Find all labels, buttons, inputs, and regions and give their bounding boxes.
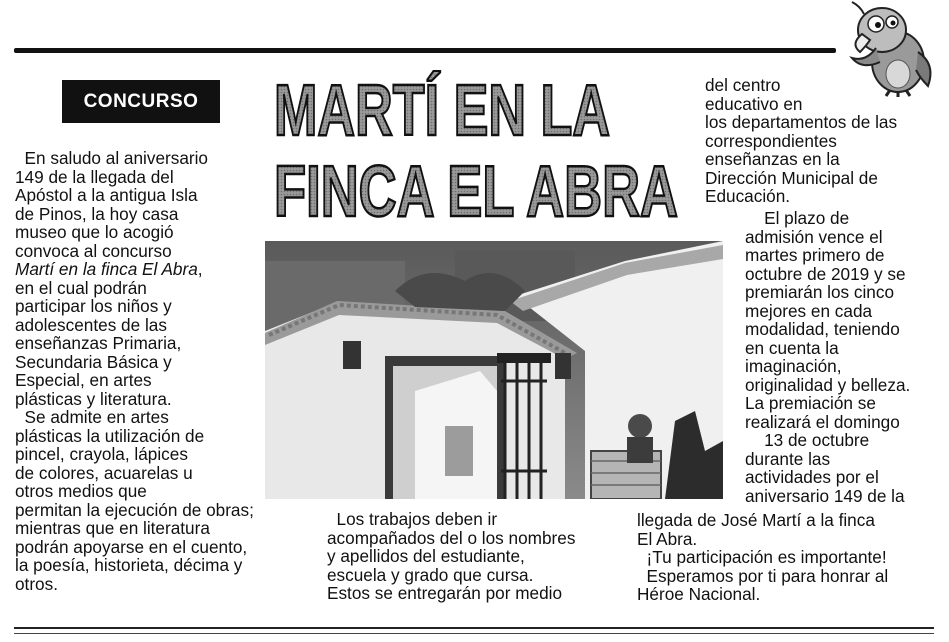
text-line: la poesía, historieta, décima y [15,555,243,575]
text-line: premiarán los cinco [745,282,895,302]
text-line: de colores, acuarelas u [15,462,193,483]
text-line: llegada de José Martí a la finca [637,510,875,530]
text-line: Especial, en artes [15,370,152,390]
text-line: educativo en [705,93,803,114]
text-line: octubre de 2019 y se [745,263,906,284]
text-line: 13 de octubre [745,430,870,450]
text-line: 149 de la llegada del [15,166,174,187]
text-line: museo que lo acogió [15,222,174,242]
text-line: durante las [745,448,831,469]
text-line: adolescentes de las [15,314,167,335]
section-label: CONCURSO [62,80,220,123]
text-line: en cuenta la [745,337,839,358]
text-line: El Abra. [637,528,698,549]
text-line: admisión vence el [745,226,883,247]
bottom-rule-thin [14,633,934,634]
top-rule [14,48,836,53]
headline-line-1: MARTÍ EN LA [274,71,610,151]
article-column-3-top [705,76,897,206]
text-line: escuela y grado que cursa. [327,564,534,585]
text-line: Estos se entregarán por medio [327,583,563,603]
text-line: actividades por el [745,467,879,487]
text-line: plásticas la utilización de [15,425,205,446]
text-line: Martí en la finca El Abra, [15,259,203,279]
text-line: mientras que en literatura [15,518,210,538]
text-line: los departamentos de las [705,112,898,132]
text-line: de Pinos, la hoy casa [15,203,179,224]
text-line: El plazo de [745,208,850,228]
text-line: originalidad y belleza. [745,374,911,395]
article-column-3-middle [745,209,910,505]
text-line: y apellidos del estudiante, [327,546,525,566]
text-line: del centro [705,75,781,95]
text-line: permitan la ejecución de obras; [15,499,254,520]
text-line: podrán apoyarse en el cuento, [15,536,248,557]
text-line: enseñanzas en la [705,149,840,169]
headline [268,70,688,230]
text-line: otros medios que [15,481,147,501]
article-column-2 [327,510,575,603]
text-line: Educación. [705,186,791,206]
text-line: Héroe Nacional. [637,584,761,604]
text-line: Apóstol a la antigua Isla [15,185,198,205]
text-line: realizará el domingo [745,411,900,432]
text-line: Esperamos por ti para honrar al [637,565,889,586]
text-line: modalidad, teniendo [745,319,900,339]
text-line: mejores en cada [745,300,873,321]
house-museum-photo [265,241,723,499]
text-line: ¡Tu participación es importante! [637,547,887,567]
text-line: aniversario 149 de la [745,485,905,506]
text-line: Se admite en artes [15,407,169,427]
text-line: enseñanzas Primaria, [15,333,182,353]
text-line: en el cual podrán [15,277,147,298]
text-line: pincel, crayola, lápices [15,444,188,464]
text-line: otros. [15,573,58,594]
text-line: participar los niños y [15,296,172,316]
article-column-1 [15,149,254,593]
text-line: convoca al concurso [15,240,172,261]
text-line: La premiación se [745,393,876,413]
text-line: Secundaria Básica y [15,351,172,372]
text-line: En saludo al aniversario [15,148,208,168]
text-line: plásticas y literatura. [15,388,172,409]
text-line: Dirección Municipal de [705,167,878,188]
bottom-rule [14,627,934,629]
headline-line-2: FINCA EL ABRA [274,152,678,230]
text-line: imaginación, [745,356,842,376]
article-column-3-bottom [637,511,888,604]
text-line: correspondientes [705,130,837,151]
text-line: martes primero de [745,245,885,265]
contest-title: Martí en la finca El Abra [15,259,198,279]
text-line: acompañados del o los nombres [327,527,576,548]
text-line: Los trabajos deben ir [327,509,498,529]
